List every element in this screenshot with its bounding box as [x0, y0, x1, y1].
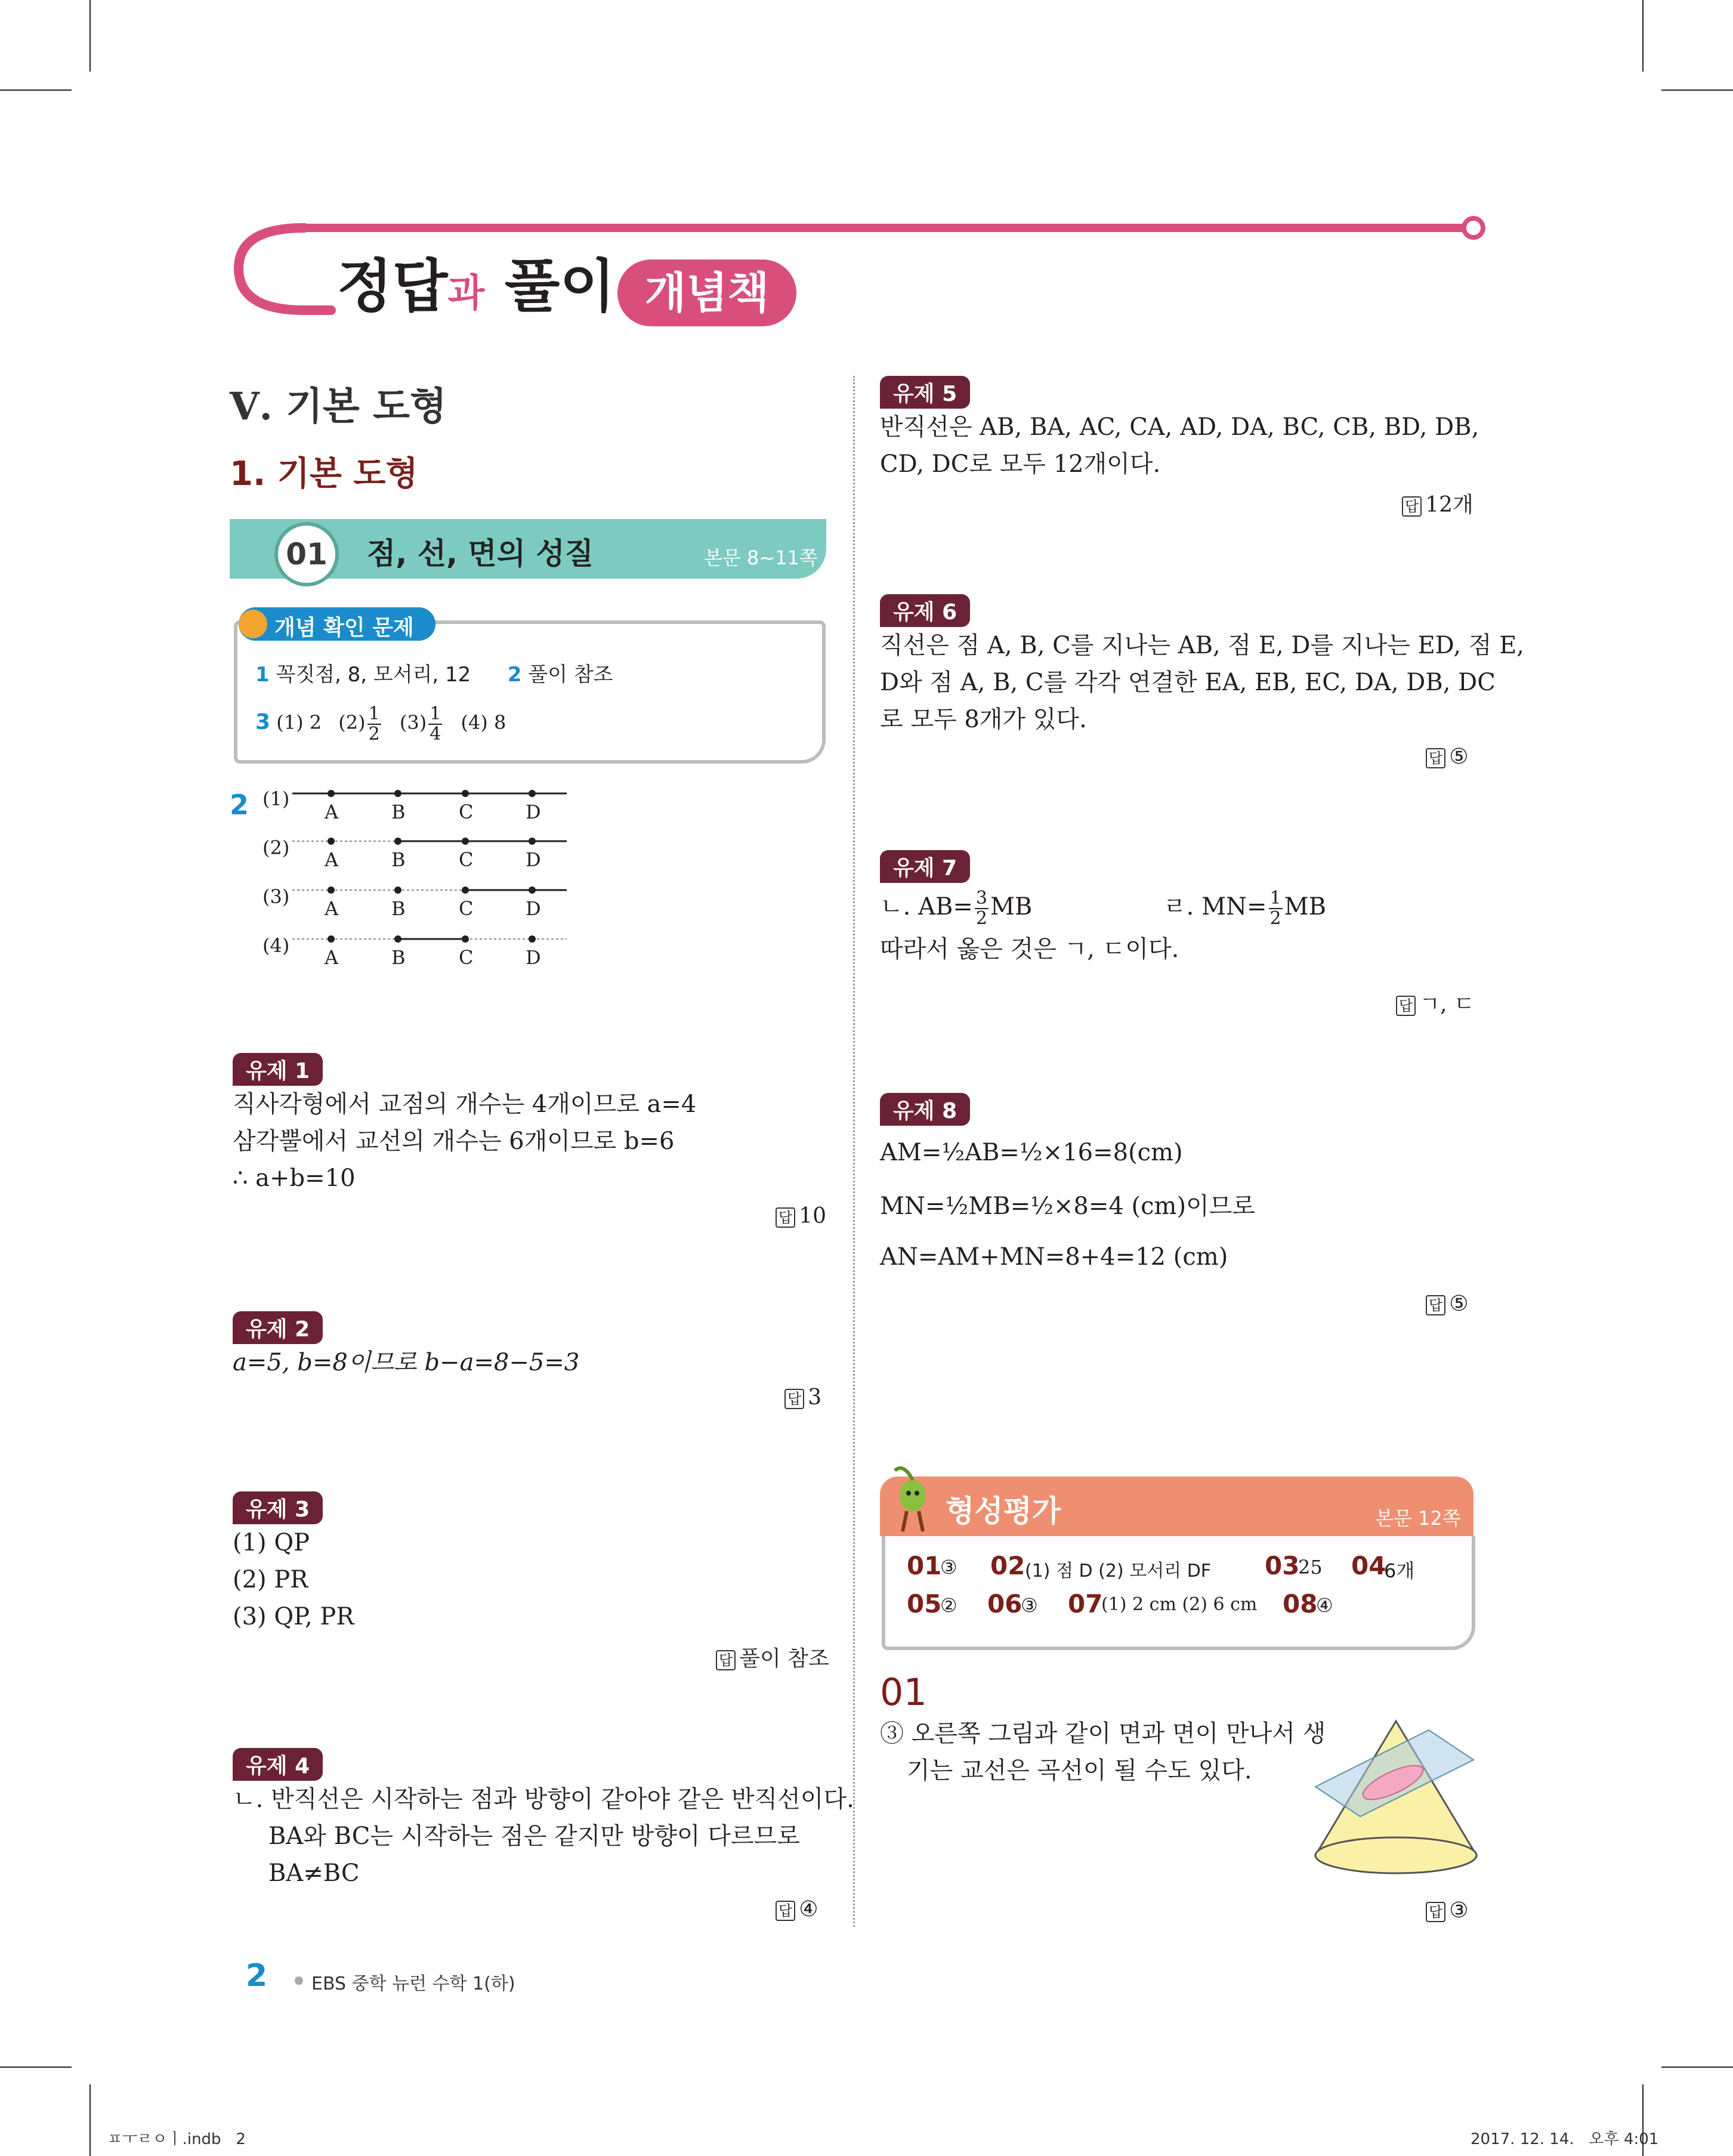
figure2-point	[529, 838, 536, 845]
problem-badge: 유제 5	[880, 376, 970, 409]
figure2-point-label: D	[526, 801, 541, 823]
figure2-row-label: (1)	[262, 787, 290, 810]
figure2-point	[529, 790, 536, 797]
q01-number: 01	[880, 1670, 927, 1714]
lesson-pages: 본문 8~11쪽	[704, 546, 818, 569]
sprout-mascot-icon	[886, 1460, 940, 1537]
figure2-point-label: D	[526, 848, 541, 871]
figure2-point-label: C	[459, 946, 474, 969]
figure2-point	[394, 887, 401, 894]
figure2-point	[529, 935, 536, 943]
figure2-point-label: B	[391, 897, 406, 920]
crop-mark	[1661, 2067, 1733, 2068]
crop-mark	[1642, 0, 1644, 72]
figure2-point-label: A	[325, 801, 339, 823]
problem-badge: 유제 4	[233, 1748, 323, 1781]
problem-badge: 유제 1	[233, 1053, 323, 1086]
problem-2: 유제 2 a=5, b=8이므로 b−a=8−5=3	[233, 1311, 579, 1381]
crop-mark	[0, 89, 72, 91]
figure2-point-label: C	[459, 848, 474, 871]
figure2-point-label: A	[325, 946, 339, 969]
problem-6: 유제 6 직선은 점 A, B, C를 지나는 AB, 점 E, D를 지나는 ED, 점 E, D와 점 A, B, C를 각각 연결한 EA, EB, EC, DA, DB, DC 로 모두 8개가 있다.	[880, 594, 1524, 738]
book-title: EBS 중학 뉴런 수학 1(하)	[311, 1973, 515, 1994]
figure2-point-label: C	[459, 897, 474, 920]
answer-4: 답 ④	[776, 1897, 818, 1922]
q01-line1: ③ 오른쪽 그림과 같이 면과 면이 만나서 생	[880, 1720, 1326, 1747]
problem-badge: 유제 3	[233, 1491, 323, 1524]
svg-text:(2): (2)	[262, 836, 290, 859]
problem-5: 유제 5 반직선은 AB, BA, AC, CA, AD, DA, BC, CB, BD, DB, CD, DC로 모두 12개이다.	[880, 376, 1479, 483]
crop-mark	[89, 2084, 91, 2156]
lightbulb-icon	[239, 610, 267, 638]
figure2-point	[328, 935, 335, 943]
q01-line2: 기는 교선은 곡선이 될 수도 있다.	[907, 1757, 1252, 1784]
figure2-point	[328, 790, 335, 797]
problem-badge: 유제 7	[880, 850, 970, 883]
crop-mark	[0, 2067, 72, 2068]
figure2-point-label: B	[391, 848, 406, 871]
column-divider	[853, 376, 855, 1927]
answer-7: 답 ㄱ, ㄷ	[1396, 987, 1475, 1018]
slug-file: ㅍㅜㄹㅇㅣ.indb 2	[107, 2130, 246, 2148]
problem-3: 유제 3 (1) QP (2) PR (3) QP, PR	[233, 1491, 354, 1635]
figure2-point	[328, 887, 335, 894]
figure2-point	[394, 935, 401, 943]
answer-q01: 답 ③	[1426, 1898, 1468, 1923]
figure2-point	[328, 838, 335, 845]
figure2-point	[462, 790, 469, 797]
problem-1: 유제 1 직사각형에서 교점의 개수는 4개이므로 a=4 삼각뿔에서 교선의 개수는 6개이므로 b=6 ∴ a+b=10	[233, 1053, 696, 1197]
figure2-point	[394, 790, 401, 797]
figure2-point-label: A	[325, 897, 339, 920]
problem-7: 유제 7 ㄴ. AB= $\frac{3}{2}$ MB ㄹ. MN= $\frac{1}{2}$ MB 따라서 옳은 것은 ㄱ, ㄷ이다.	[880, 850, 1476, 968]
figure2-point	[462, 887, 469, 894]
figure2-number: 2	[230, 789, 249, 821]
problem-badge: 유제 2	[233, 1311, 323, 1344]
figure2-point-label: B	[391, 801, 406, 823]
svg-text:(3): (3)	[262, 885, 290, 908]
figure2-point	[462, 838, 469, 845]
concept-answers-row1: 1 꼭짓점, 8, 모서리, 12 2 풀이 참조	[255, 663, 613, 687]
figure2-point	[529, 887, 536, 894]
header-pill: 개념책	[617, 260, 796, 326]
bullet-dot	[295, 1976, 303, 1985]
lesson-bar	[230, 519, 826, 579]
crop-mark	[89, 0, 91, 72]
formative-row1: 01 ③ 02 (1) 점 D (2) 모서리 DF 03 25 04 6개	[907, 1551, 1415, 1582]
answer-3: 답 풀이 참조	[716, 1642, 829, 1672]
answer-8: 답 ⑤	[1426, 1292, 1468, 1316]
figure2-point-label: B	[391, 946, 406, 969]
cone-plane-figure	[1300, 1712, 1491, 1879]
concept-tab: 개념 확인 문제	[239, 607, 435, 641]
answer-6: 답 ⑤	[1426, 745, 1468, 769]
formative-title: 형성평가	[946, 1494, 1061, 1528]
header-title: 정답과 풀이	[337, 253, 616, 320]
lesson-number: 01	[274, 522, 339, 586]
formative-row2: 05 ② 06 ③ 07 (1) 2 cm (2) 6 cm 08 ④	[907, 1589, 1333, 1618]
answer-2: 답 3	[784, 1385, 821, 1410]
figure2-point	[462, 935, 469, 943]
figure2-point-label: A	[325, 848, 339, 871]
figure2-point-label: C	[459, 801, 474, 823]
crop-mark	[1661, 89, 1733, 91]
answer-5: 답 12개	[1402, 488, 1473, 518]
page-number: 2	[246, 1958, 268, 1994]
lesson-title: 점, 선, 면의 성질	[367, 536, 594, 571]
answer-1: 답 10	[776, 1204, 826, 1228]
section-title: 1. 기본 도형	[230, 455, 418, 493]
problem-badge: 유제 6	[880, 594, 970, 627]
figure2-lines	[257, 782, 591, 978]
concept-answers-row2: 3 (1) 2 (2) $\frac{1}{2}$ (3) $\frac{1}{4}$ (4) 8	[255, 703, 506, 745]
problem-badge: 유제 8	[880, 1093, 970, 1126]
svg-text:(4): (4)	[262, 934, 290, 957]
problem-8: 유제 8 AM=½AB=½×16=8(cm) MN=½MB=½×8=4 (cm)이므로 AN=AM+MN=8+4=12 (cm)	[880, 1093, 1255, 1281]
figure2-point-label: D	[526, 897, 541, 920]
formative-pages: 본문 12쪽	[1375, 1507, 1461, 1530]
formative-header	[880, 1477, 1473, 1536]
problem-4: 유제 4 ㄴ. 반직선은 시작하는 점과 방향이 같아야 같은 반직선이다. BA와 BC는 시작하는 점은 같지만 방향이 다르므로 BA≠BC	[233, 1748, 854, 1892]
figure2-point-label: D	[526, 946, 541, 969]
figure2-point	[394, 838, 401, 845]
chapter-title: Ⅴ. 기본 도형	[230, 384, 447, 429]
slug-date: 2017. 12. 14. 오후 4:01	[1471, 2130, 1659, 2148]
